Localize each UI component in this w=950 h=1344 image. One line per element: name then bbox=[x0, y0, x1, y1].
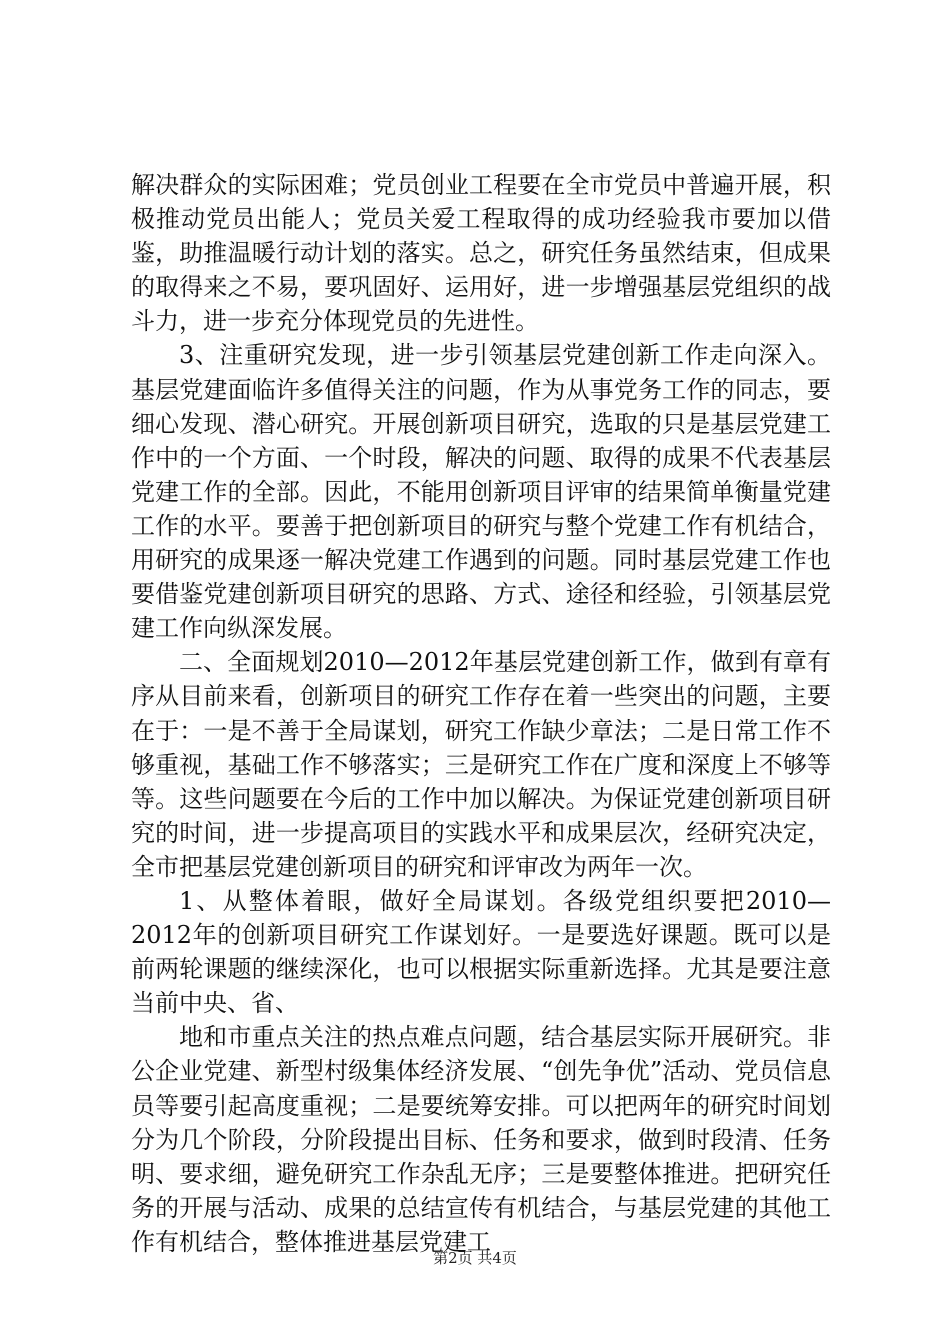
paragraph-4: 1、从整体着眼，做好全局谋划。各级党组织要把2010—2012年的创新项目研究工作谋划好。一是要选好课题。既可以是前两轮课题的继续深化，也可以根据实际重新选择。尤其是要注意当前中央、省、 bbox=[131, 886, 831, 1018]
page-footer bbox=[0, 1247, 950, 1268]
page-number-label: 第2页 共4页 bbox=[433, 1249, 517, 1267]
paragraph-5: 地和市重点关注的热点难点问题，结合基层实际开展研究。非公企业党建、新型村级集体经济发展、“创先争优”活动、党员信息员等要引起高度重视；二是要统筹安排。可以把两年的研究时间划分为几个阶段，分阶段提出目标、任务和要求，做到时段清、任务明、要求细，避免研究工作杂乱无序；三是要整体推进。把研究任务的开展与活动、成果的总结宣传有机结合，与基层党建的其他工作有机结合，整体推进基层党建工 bbox=[131, 1023, 831, 1256]
paragraph-1: 解决群众的实际困难；党员创业工程要在全市党员中普遍开展，积极推动党员出能人；党员关爱工程取得的成功经验我市要加以借鉴，助推温暖行动计划的落实。总之，研究任务虽然结束，但成果的取得来之不易，要巩固好、运用好，进一步增强基层党组织的战斗力，进一步充分体现党员的先进性。 bbox=[131, 171, 831, 336]
paragraph-2: 3、注重研究发现，进一步引领基层党建创新工作走向深入。基层党建面临许多值得关注的问题，作为从事党务工作的同志，要细心发现、潜心研究。开展创新项目研究，选取的只是基层党建工作中的一个方面、一个时段，解决的问题、取得的成果不代表基层党建工作的全部。因此，不能用创新项目评审的结果简单衡量党建工作的水平。要善于把创新项目的研究与整个党建工作有机结合，用研究的成果逐一解决党建工作遇到的问题。同时基层党建工作也要借鉴党建创新项目研究的思路、方式、途径和经验，引领基层党建工作向纵深发展。 bbox=[131, 341, 831, 643]
document-body bbox=[131, 168, 831, 1259]
paragraph-3: 二、全面规划2010—2012年基层党建创新工作，做到有章有序从目前来看，创新项目的研究工作存在着一些突出的问题，主要在于：一是不善于全局谋划，研究工作缺少章法；二是日常工作不够重视，基础工作不够落实；三是研究工作在广度和深度上不够等等。这些问题要在今后的工作中加以解决。为保证党建创新项目研究的时间，进一步提高项目的实践水平和成果层次，经研究决定，全市把基层党建创新项目的研究和评审改为两年一次。 bbox=[131, 648, 831, 881]
